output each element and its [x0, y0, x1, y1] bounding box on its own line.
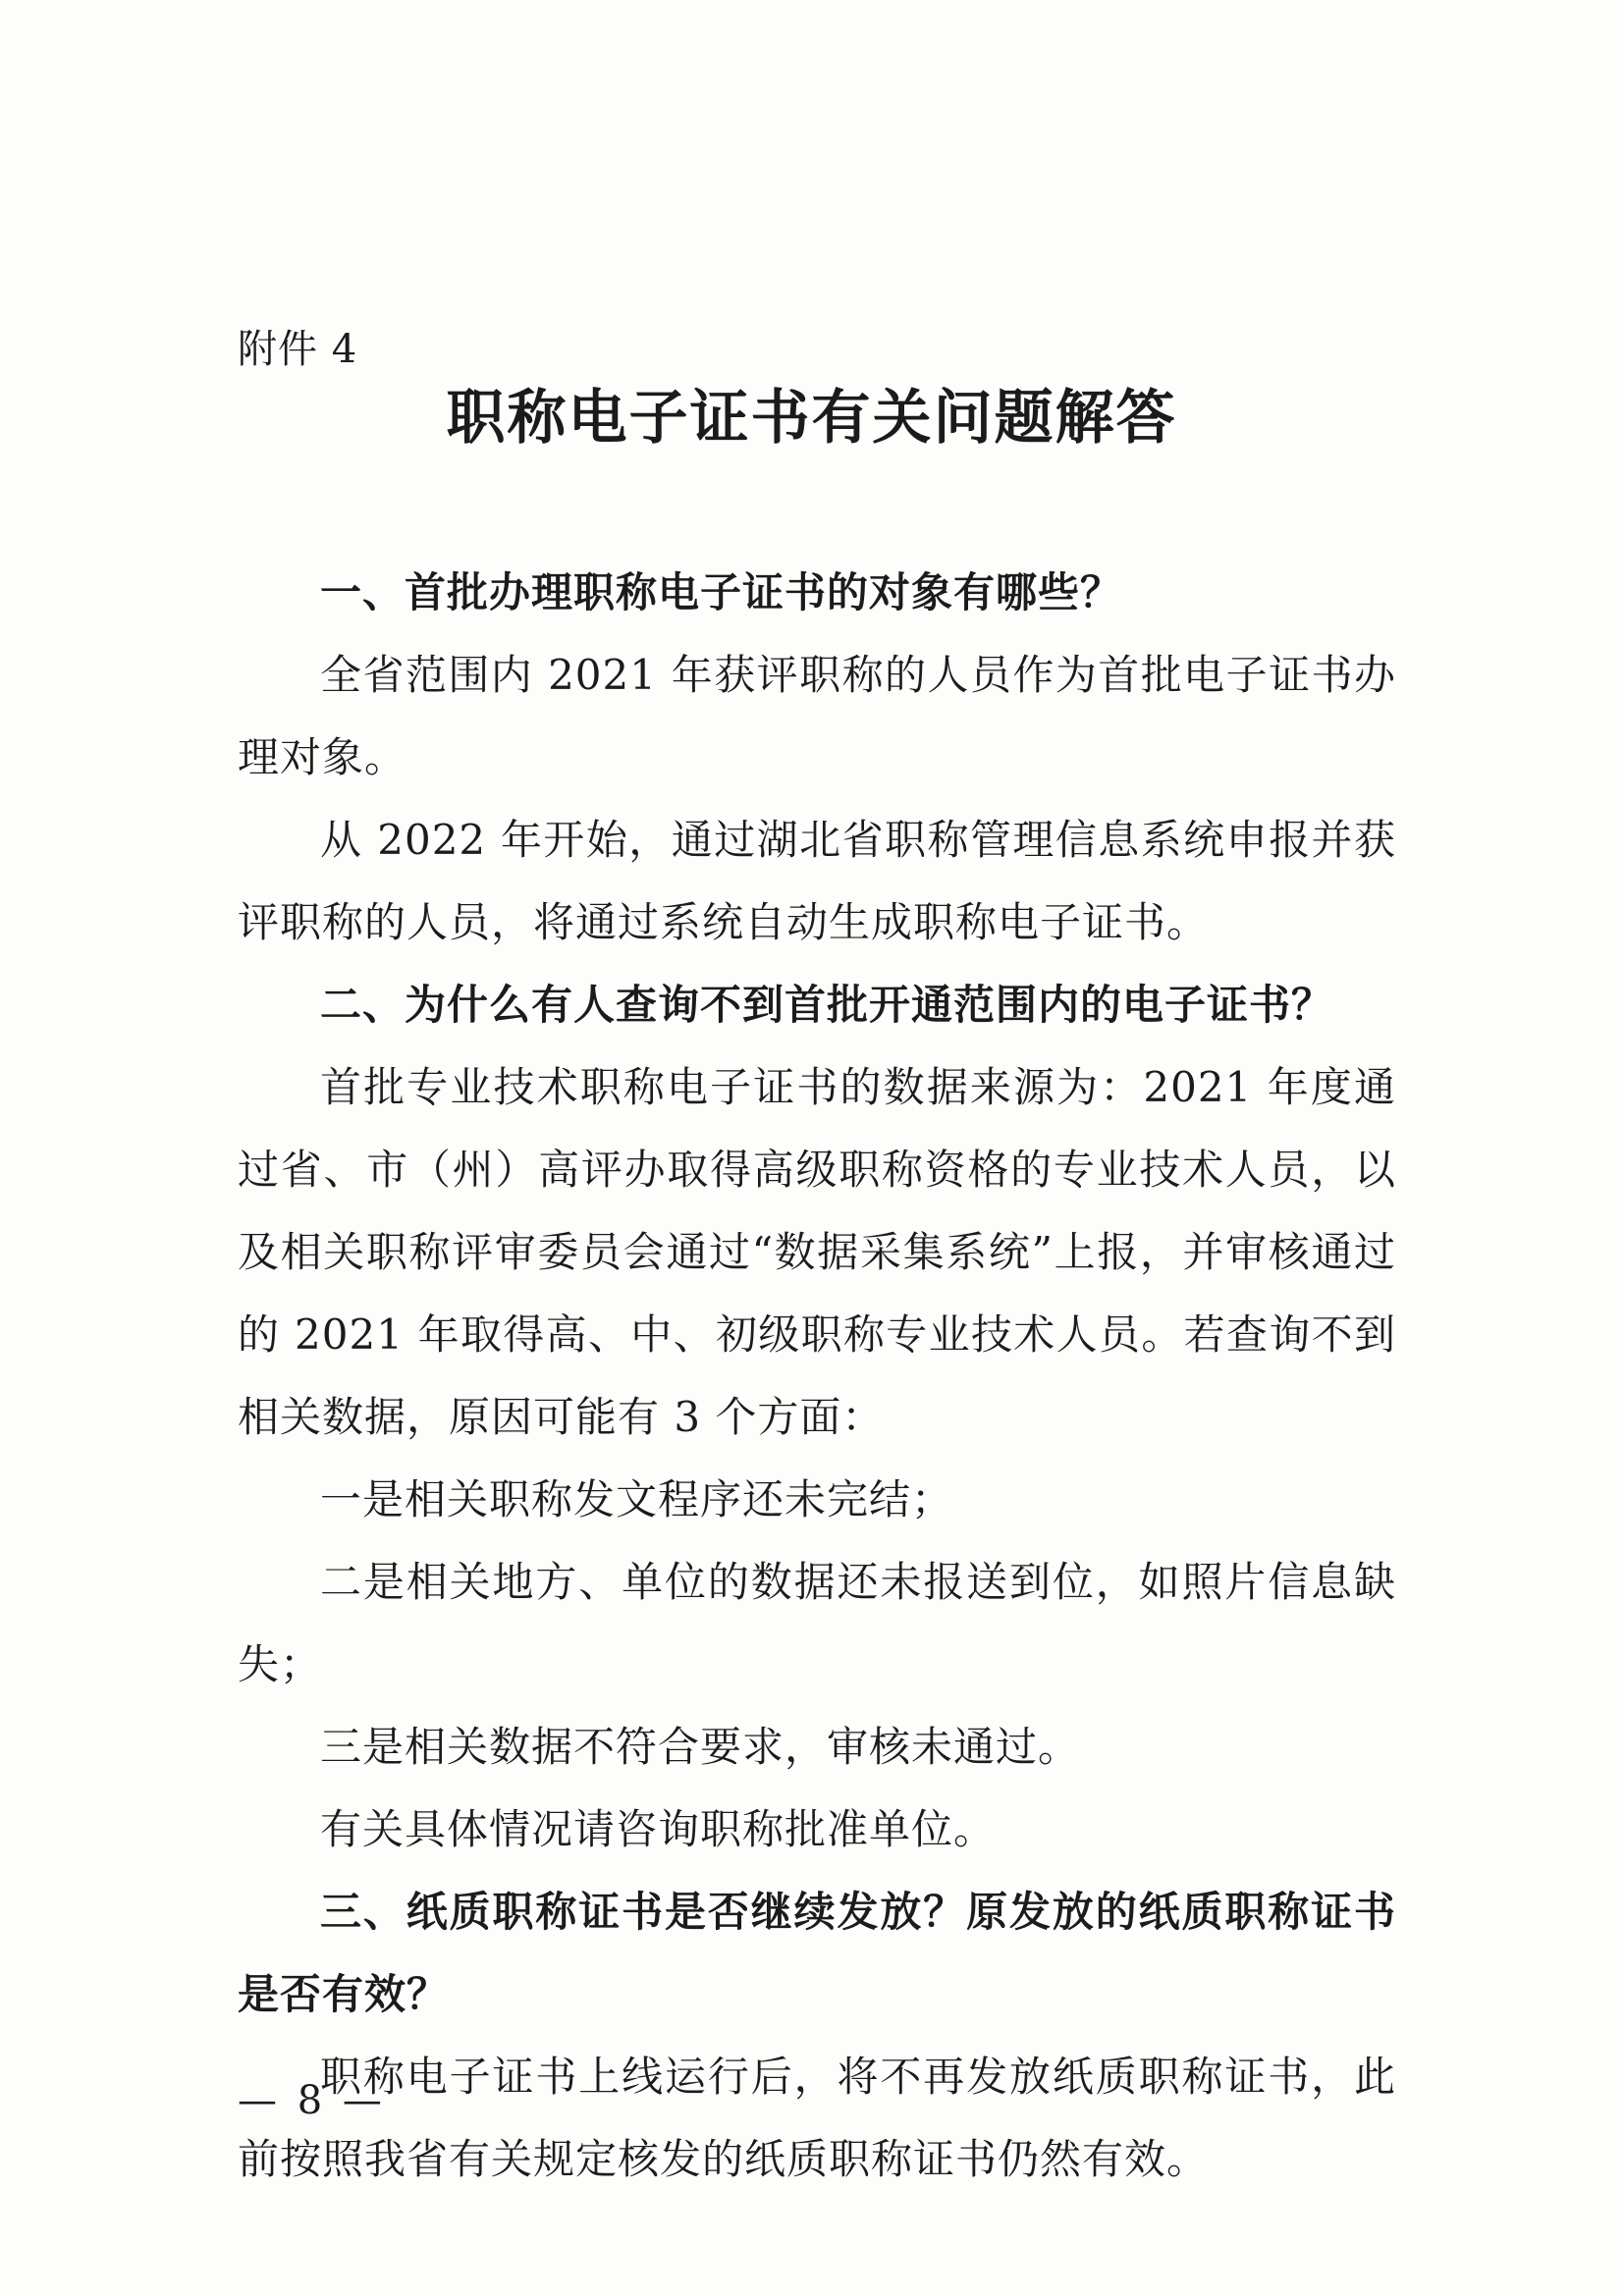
- paragraph: 职称电子证书上线运行后，将不再发放纸质职称证书，此前按照我省有关规定核发的纸质职称证书仍然有效。: [238, 2053, 1396, 2183]
- paragraph: 二是相关地方、单位的数据还未报送到位，如照片信息缺失；: [238, 1558, 1396, 1688]
- page-number: — 8 —: [238, 2078, 386, 2123]
- section-heading-2: 二、为什么有人查询不到首批开通范围内的电子证书？: [320, 981, 1334, 1029]
- paragraph: 全省范围内 2021 年获评职称的人员作为首批电子证书办理对象。: [238, 651, 1396, 781]
- paragraph: 首批专业技术职称电子证书的数据来源为：2021 年度通过省、市（州）高评办取得高级职称资格的专业技术人员，以及相关职称评审委员会通过“数据采集系统”上报，并审核通过的 2021 年取得高、中、初级职称专业技术人员。若查询不到相关数据，原因可能有 3 个方面：: [238, 1063, 1396, 1441]
- section-heading-1: 一、首批办理职称电子证书的对象有哪些？: [320, 568, 1123, 616]
- paragraph: 三是相关数据不符合要求，审核未通过。: [320, 1723, 1081, 1771]
- attachment-label: 附件 4: [238, 327, 358, 372]
- document-title: 职称电子证书有关问题解答: [446, 384, 1177, 453]
- paragraph: 从 2022 年开始，通过湖北省职称管理信息系统申报并获评职称的人员，将通过系统自动生成职称电子证书。: [238, 816, 1396, 946]
- paragraph: 一是相关职称发文程序还未完结；: [320, 1475, 954, 1523]
- section-heading-3: 三、纸质职称证书是否继续发放？原发放的纸质职称证书是否有效？: [238, 1888, 1396, 2018]
- document-body: [238, 552, 1396, 2201]
- paragraph: 有关具体情况请咨询职称批准单位。: [320, 1805, 997, 1853]
